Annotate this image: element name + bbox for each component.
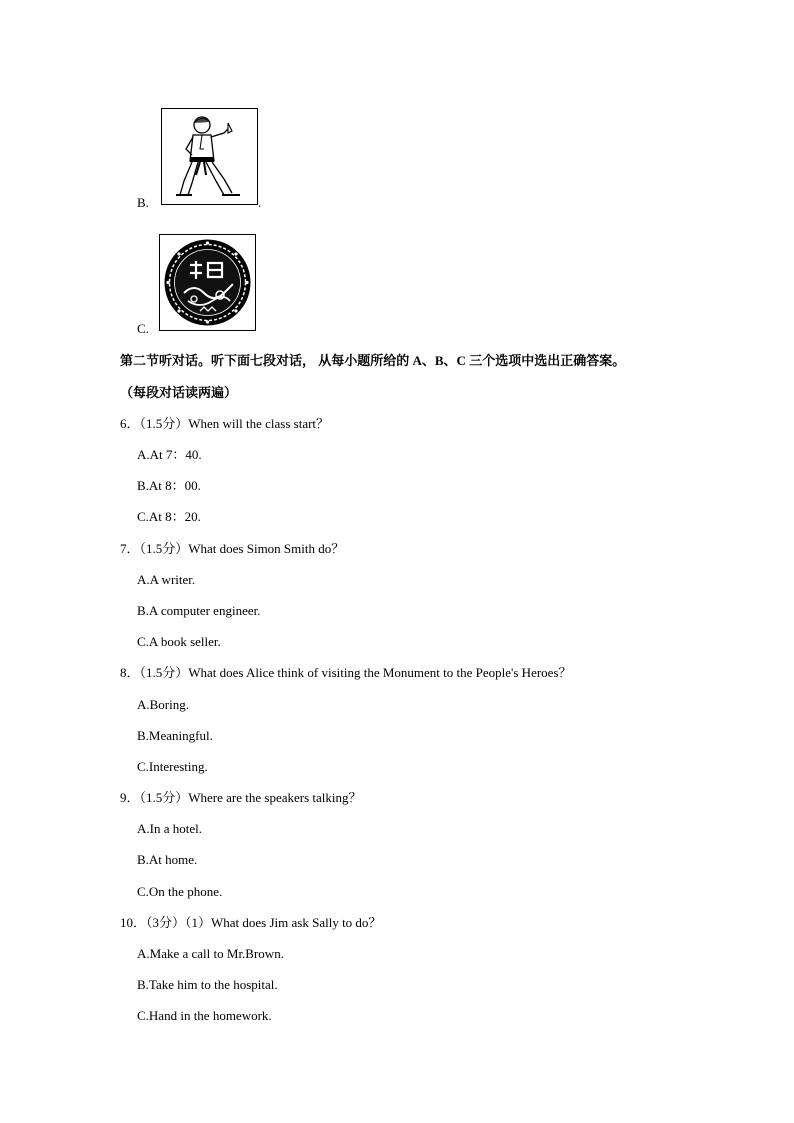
question-stem: 6．（1.5分）When will the class start？ [120,416,330,431]
answer-option: C.At 8：20. [137,509,201,524]
answer-option: B.At 8：00. [137,478,201,493]
answer-option: B.Take him to the hospital. [137,977,278,992]
kung-fu-figure-icon [162,109,257,204]
answer-option: A.At 7：40. [137,447,202,462]
answer-option: C.On the phone. [137,884,223,899]
answer-option: A.A writer. [137,572,196,587]
answer-option: C.Hand in the homework. [137,1008,272,1023]
paper-cut-seal-icon [160,235,255,330]
option-b-label: B. [137,195,149,210]
question-stem: 10．（3分）（1）What does Jim ask Sally to do？ [120,915,382,930]
option-b-trailing-period: . [258,195,262,210]
question-stem: 7．（1.5分）What does Simon Smith do？ [120,541,345,556]
answer-option: B.At home. [137,852,198,867]
paper-cut-seal-image [159,234,256,331]
answer-option: B.Meaningful. [137,728,213,743]
answer-option: A.In a hotel. [137,821,202,836]
kung-fu-figure-image [161,108,258,205]
section-heading: 第二节听对话。听下面七段对话， 从每小题所给的 A、B、C 三个选项中选出正确答案。 [120,353,626,368]
answer-option: C.A book seller. [137,634,221,649]
answer-option: A.Make a call to Mr.Brown. [137,946,284,961]
answer-option: B.A computer engineer. [137,603,261,618]
answer-option: C.Interesting. [137,759,208,774]
question-stem: 9．（1.5分）Where are the speakers talking？ [120,790,362,805]
section-note: （每段对话读两遍） [120,385,238,400]
option-c-label: C. [137,321,149,336]
question-stem: 8．（1.5分）What does Alice think of visiting the Monument to the People's Heroes？ [120,665,572,680]
answer-option: A.Boring. [137,697,189,712]
